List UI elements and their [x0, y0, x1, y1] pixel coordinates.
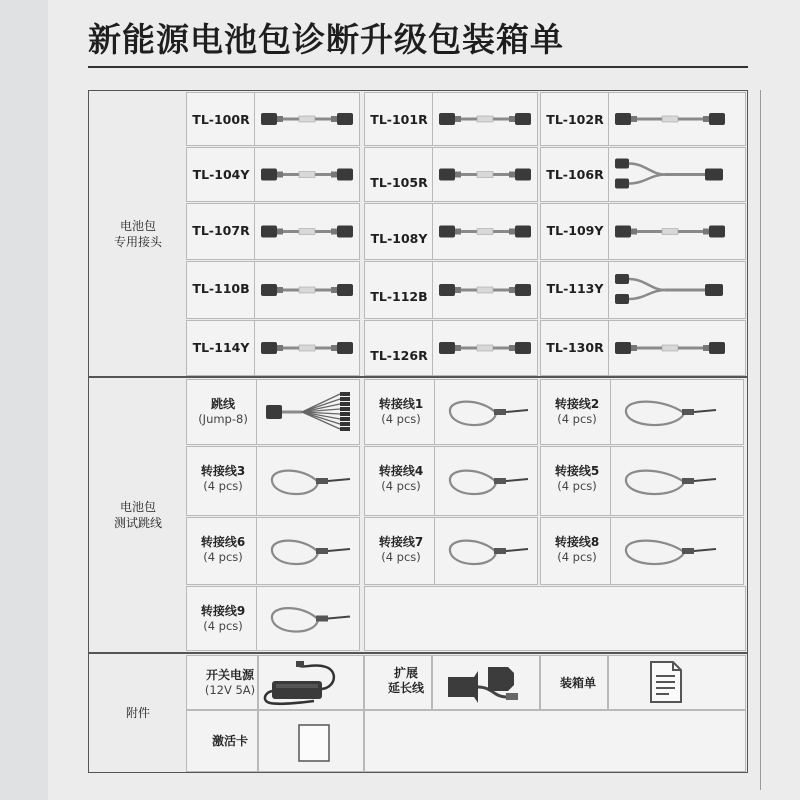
category-label-line: 电池包	[119, 500, 156, 514]
connector-code: TL-114Y	[192, 340, 250, 355]
jumper-label	[539, 464, 615, 494]
item-name: 转接线9	[200, 604, 246, 618]
item-name: 转接线4	[378, 464, 424, 478]
jumper-label	[363, 535, 439, 565]
item-name: 跳线	[210, 397, 235, 411]
item-name: 开关电源	[205, 668, 254, 682]
connector-code: TL-107R	[192, 223, 250, 238]
page-title: 新能源电池包诊断升级包装箱单	[88, 20, 564, 59]
item-name: 激活卡	[211, 734, 248, 748]
jumper-label	[185, 535, 261, 565]
straight-cable-icon	[257, 326, 357, 370]
straight-cable-icon	[611, 326, 729, 370]
connector-code: TL-109Y	[546, 223, 604, 238]
item-name: 转接线1	[378, 397, 424, 411]
accessory-label	[192, 734, 268, 749]
item-name: 装箱单	[559, 676, 596, 690]
connectors-category-label	[90, 90, 186, 377]
item-qty: (4 pcs)	[203, 479, 243, 493]
jumpers-category-label	[90, 377, 186, 653]
coiled-lead-icon	[438, 527, 536, 575]
straight-cable-icon	[435, 326, 535, 370]
item-qty: (4 pcs)	[557, 412, 597, 426]
item-name: 扩展	[393, 666, 418, 680]
connector-code: TL-104Y	[192, 167, 250, 182]
accessories-category-label	[90, 653, 186, 773]
fan-out-cable-icon	[260, 389, 358, 435]
item-qty: (4 pcs)	[381, 412, 421, 426]
straight-cable-icon	[257, 209, 357, 254]
connector-code: TL-100R	[192, 112, 250, 127]
title-divider	[88, 66, 748, 68]
jumper-label	[185, 464, 261, 494]
accessory-label	[368, 666, 444, 696]
document-icon	[645, 660, 685, 704]
connector-code: TL-113Y	[546, 281, 604, 296]
category-label-line: 电池包	[119, 218, 156, 233]
y-split-cable-icon	[611, 267, 729, 313]
straight-cable-icon	[435, 209, 535, 254]
coiled-lead-icon	[438, 456, 536, 506]
category-label-line: 附件	[125, 706, 150, 720]
coiled-lead-icon	[438, 389, 536, 435]
connector-code: TL-112B	[370, 289, 428, 304]
connector-code: TL-102R	[546, 112, 604, 127]
category-label-line: 测试跳线	[113, 516, 162, 530]
jumper-label	[363, 397, 439, 427]
connector-code: TL-105R	[370, 175, 428, 190]
connector-code: TL-130R	[546, 340, 604, 355]
item-qty: (4 pcs)	[381, 550, 421, 564]
item-qty: (12V 5A)	[204, 683, 256, 697]
item-qty: (4 pcs)	[557, 550, 597, 564]
connector-code: TL-126R	[370, 348, 428, 363]
y-split-cable-icon	[611, 153, 729, 196]
straight-cable-icon	[435, 153, 535, 196]
straight-cable-icon	[435, 267, 535, 313]
item-name: 转接线5	[554, 464, 600, 478]
coiled-lead-icon	[614, 527, 724, 575]
coiled-lead-icon	[260, 596, 358, 641]
item-qty: (4 pcs)	[203, 550, 243, 564]
item-name: 转接线6	[200, 535, 246, 549]
accessory-label	[540, 676, 616, 691]
coiled-lead-icon	[260, 527, 358, 575]
straight-cable-icon	[257, 267, 357, 313]
item-qty: (4 pcs)	[557, 479, 597, 493]
straight-cable-icon	[611, 209, 729, 254]
item-name: 转接线7	[378, 535, 424, 549]
item-name: 延长线	[387, 681, 424, 695]
item-name: 转接线8	[554, 535, 600, 549]
page-edge-line	[760, 90, 761, 790]
card-icon	[296, 723, 332, 763]
item-name: 转接线2	[554, 397, 600, 411]
power-adapter-icon	[258, 657, 360, 709]
accessory-label	[192, 668, 268, 698]
straight-cable-icon	[435, 98, 535, 140]
coiled-lead-icon	[260, 456, 358, 506]
straight-cable-icon	[257, 98, 357, 140]
connector-code: TL-101R	[370, 112, 428, 127]
item-name: 转接线3	[200, 464, 246, 478]
jumper-label	[185, 397, 261, 427]
obd-extension-cable-icon	[434, 657, 536, 709]
connector-code: TL-110B	[192, 281, 250, 296]
jumper-label	[539, 397, 615, 427]
straight-cable-icon	[257, 153, 357, 196]
jumper-label	[363, 464, 439, 494]
coiled-lead-icon	[614, 389, 724, 435]
category-label-line: 专用接头	[113, 234, 162, 249]
straight-cable-icon	[611, 98, 729, 140]
item-qty: (4 pcs)	[203, 619, 243, 633]
coiled-lead-icon	[614, 456, 724, 506]
jumper-label	[185, 604, 261, 634]
item-qty: (Jump-8)	[198, 412, 248, 426]
connector-code: TL-108Y	[370, 231, 428, 246]
table-cell	[364, 710, 746, 772]
jumper-label	[539, 535, 615, 565]
item-qty: (4 pcs)	[381, 479, 421, 493]
connector-code: TL-106R	[546, 167, 604, 182]
table-cell	[364, 586, 746, 651]
